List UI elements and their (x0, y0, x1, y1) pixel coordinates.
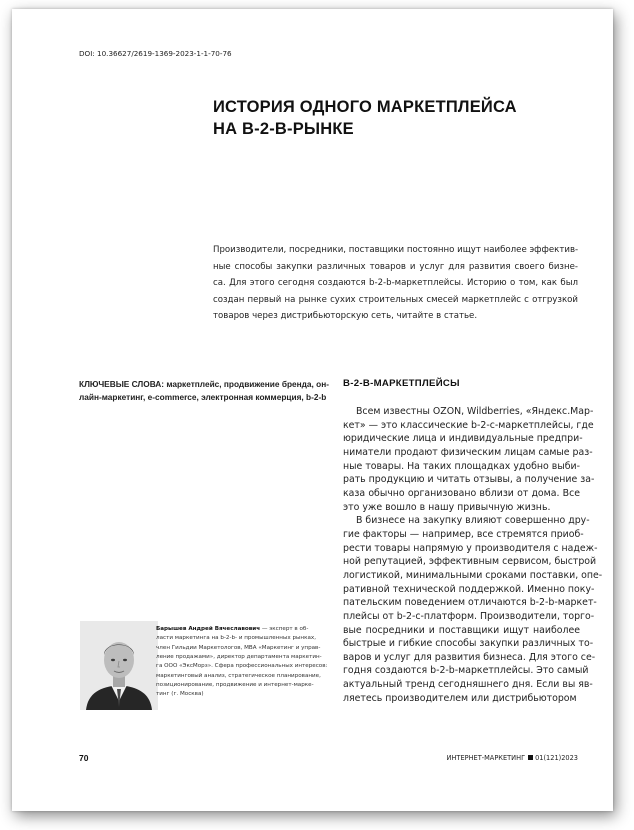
author-bio-line: член Гильдии Маркетологов, MBA «Маркетинг и управ- (156, 644, 321, 651)
body-line: варов и услуг для развития бизнеса. Для этого се- (343, 651, 596, 663)
author-portrait-icon (80, 621, 158, 710)
abstract-line: товаров через дистрибьюторскую сеть, читайте в статье. (213, 311, 478, 322)
article-title (213, 96, 573, 140)
section-heading: B-2-B-МАРКЕТПЛЕЙСЫ (343, 378, 460, 389)
doi-line: DOI: 10.36627/2619-1369-2023-1-1-70-76 (79, 49, 232, 58)
body-line: плейсы от b-2-c-платформ. Производители, торго- (343, 610, 595, 622)
author-bio-text: — эксперт в об- (260, 626, 309, 632)
body-line: гие факторы — например, все стремятся приоб- (343, 528, 584, 540)
journal-footer (447, 754, 578, 762)
abstract-line: создан первый на рынке сухих строительных смесей маркетплейс с отгрузкой (213, 294, 578, 305)
keywords-line: лайн-маркетинг, e-commerce, электронная коммерция, b-2-b (79, 391, 327, 402)
title-line: ИСТОРИЯ ОДНОГО МАРКЕТПЛЕЙСА (213, 98, 517, 116)
author-name: Барышев Андрей Вячеславович (156, 626, 261, 632)
body-line: ной репутацией, эффективным сервисом, быстрой (343, 556, 597, 568)
body-line: ниматели продают физическим лицам самые раз- (343, 446, 593, 458)
body-line: рести товары напрямую у производителя с надеж- (343, 542, 598, 554)
body-line: В бизнесе на закупку влияют совершенно дру- (356, 515, 590, 527)
title-line: НА B-2-B-РЫНКЕ (213, 120, 354, 138)
keywords-line: КЛЮЧЕВЫЕ СЛОВА: маркетплейс, продвижение бренда, он- (79, 379, 329, 389)
body-column (343, 405, 603, 705)
body-line: юридические лица и индивидуальные предпри- (343, 433, 583, 445)
body-line: вые посредники и поставщики ищут наиболее (343, 624, 580, 636)
body-line: ляетесь производителем или дистрибьютором (343, 692, 577, 704)
keywords (79, 378, 329, 403)
body-line: пательским поведением отличаются b-2-b-маркет- (343, 597, 597, 609)
author-bio-line: га ООО «ЭксМорз». Сфера профессиональных интересов: (156, 663, 328, 670)
author-photo (80, 621, 158, 710)
square-separator-icon (528, 755, 533, 760)
author-bio-line: тинг (г. Москва) (156, 691, 204, 698)
author-bio-line: позиционирование, продвижение и интернет-марке- (156, 682, 314, 689)
body-line: кет» — это классические b-2-c-маркетплейсы, где (343, 419, 594, 431)
abstract (213, 242, 578, 325)
page-number: 70 (79, 753, 89, 763)
author-bio-first-line (156, 625, 324, 634)
author-bio-line: ление продажами», директор департамента маркетин- (156, 654, 322, 661)
body-line: Всем известны OZON, Wildberries, «Яндекс.Мар- (356, 406, 594, 417)
journal-name: ИНТЕРНЕТ-МАРКЕТИНГ (446, 754, 526, 762)
body-line: быстрые и гибкие способы закупки различных то- (343, 638, 594, 650)
journal-page (12, 9, 613, 811)
journal-issue: 01(121)2023 (535, 754, 578, 762)
body-line: это уже вошло в нашу привычную жизнь. (343, 501, 551, 513)
body-line: каза обычно организовано вблизи от дома. Все (343, 487, 580, 499)
body-line: годня создаются b-2-b-маркетплейсы. Это самый (343, 665, 589, 677)
body-line: ные товары. На таких площадках удобно выби- (343, 460, 580, 472)
abstract-line: ные способы закупки различных товаров и услуг для развития своего бизне- (213, 261, 578, 272)
author-bio-line: маркетинговый анализ, стратегическое планирование, (156, 672, 321, 679)
body-line: актуальный тренд сегодняшнего дня. Если вы яв- (343, 679, 593, 691)
author-bio-line: ласти маркетинга на b-2-b- и промышленных рынках, (156, 635, 316, 642)
abstract-line: са. Для этого сегодня создаются b-2-b-маркетплейсы. Историю о том, как был (213, 278, 578, 289)
body-line: рать продукцию и читать отзывы, а получение за- (343, 474, 595, 486)
body-line: ративной технической поддержкой. Именно поку- (343, 583, 595, 595)
author-bio (156, 625, 328, 700)
abstract-line: Производители, посредники, поставщики постоянно ищут наиболее эффектив- (213, 245, 579, 255)
body-line: логистикой, минимальными сроками поставки, опе- (343, 569, 603, 581)
